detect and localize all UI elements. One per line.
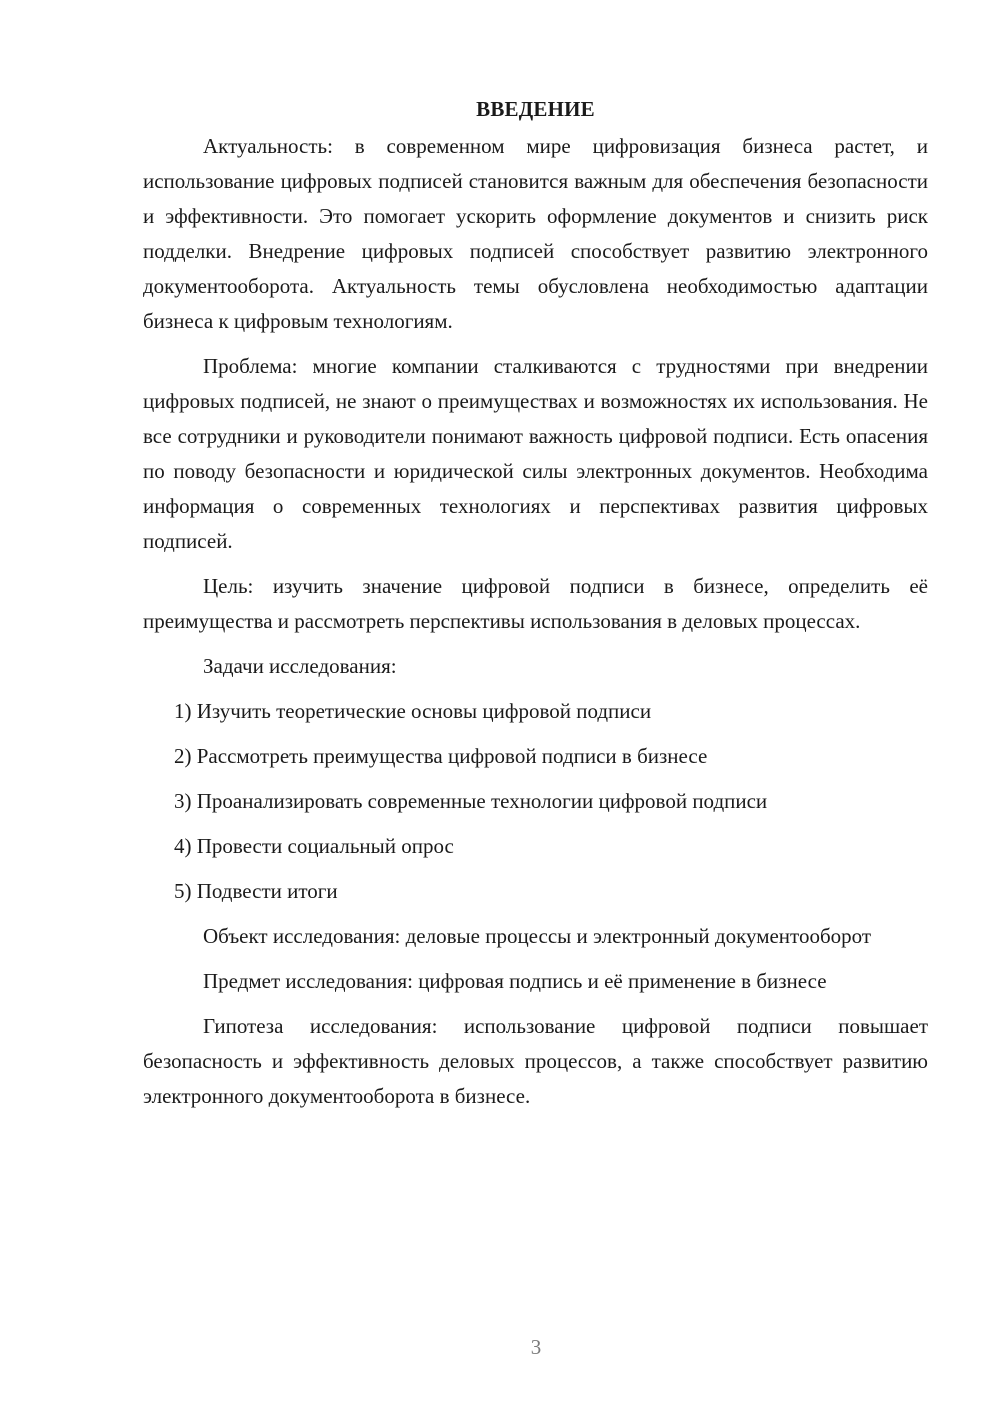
page-number: 3 [530, 1335, 542, 1359]
section-heading: ВВЕДЕНИЕ [476, 97, 595, 121]
task-item-4: 4) Провести социальный опрос [174, 834, 454, 858]
problem-paragraph: Проблема: многие компании сталкиваются с трудностями при внедрении цифровых подписей, не знают о преимуществах и возможностях их использования. Не все сотрудники и руководители понимают важность цифровой подписи. Есть опасения по поводу безопасности и юридической силы электронных документов. Необходима информация о современных технологиях и перспективах развития цифровых подписей. [143, 354, 928, 553]
task-item-3: 3) Проанализировать современные технологии цифровой подписи [174, 789, 768, 813]
tasks-title: Задачи исследования: [203, 654, 397, 678]
task-item-5: 5) Подвести итоги [174, 879, 338, 903]
subject-paragraph: Предмет исследования: цифровая подпись и её применение в бизнесе [203, 969, 827, 993]
task-list [143, 694, 928, 909]
page-content [143, 92, 928, 1124]
hypothesis-paragraph: Гипотеза исследования: использование цифровой подписи повышает безопасность и эффективность деловых процессов, а также способствует развитию электронного документооборота в бизнесе. [143, 1014, 928, 1108]
task-item-2: 2) Рассмотреть преимущества цифровой подписи в бизнесе [174, 744, 708, 768]
task-item-1: 1) Изучить теоретические основы цифровой подписи [174, 699, 652, 723]
object-paragraph: Объект исследования: деловые процессы и электронный документооборот [203, 924, 872, 948]
goal-paragraph: Цель: изучить значение цифровой подписи в бизнесе, определить её преимущества и рассмотреть перспективы использования в деловых процессах. [143, 574, 928, 633]
relevance-paragraph: Актуальность: в современном мире цифровизация бизнеса растет, и использование цифровых подписей становится важным для обеспечения безопасности и эффективности. Это помогает ускорить оформление документов и снизить риск подделки. Внедрение цифровых подписей способствует развитию электронного документооборота. Актуальность темы обусловлена необходимостью адаптации бизнеса к цифровым технологиям. [143, 134, 928, 333]
